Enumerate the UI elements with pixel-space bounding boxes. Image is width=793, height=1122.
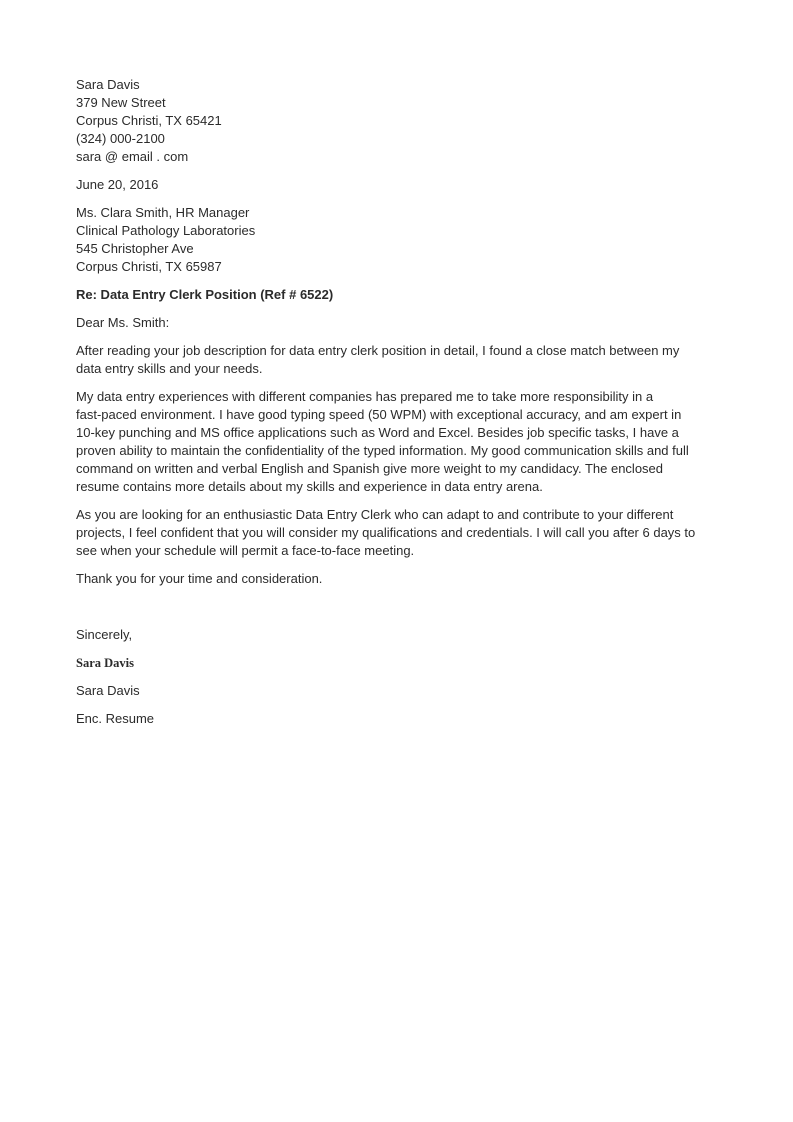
recipient-company: Clinical Pathology Laboratories	[76, 223, 256, 238]
subject-block	[76, 286, 712, 304]
body-paragraph-4	[76, 570, 712, 588]
paragraph-line: As you are looking for an enthusiastic Data Entry Clerk who can adapt to and contribute to your different	[76, 507, 674, 522]
paragraph-line: projects, I feel confident that you will consider my qualifications and credentials. I will call you after 6 days to	[76, 525, 696, 540]
paragraph-line: fast-paced environment. I have good typing speed (50 WPM) with exceptional accuracy, and am expert in	[76, 407, 682, 422]
paragraph-line: After reading your job description for data entry clerk position in detail, I found a close match between my	[76, 343, 680, 358]
recipient-city: Corpus Christi, TX 65987	[76, 259, 222, 274]
letter-date-block	[76, 176, 712, 194]
enclosure: Enc. Resume	[76, 711, 155, 726]
subject-line: Re: Data Entry Clerk Position (Ref # 6522)	[76, 287, 334, 302]
body-paragraph-2	[76, 388, 712, 496]
recipient-name-title: Ms. Clara Smith, HR Manager	[76, 205, 250, 220]
recipient-address	[76, 204, 712, 276]
paragraph-line: Thank you for your time and consideration.	[76, 571, 323, 586]
paragraph-line: see when your schedule will permit a face-to-face meeting.	[76, 543, 415, 558]
body-paragraph-1	[76, 342, 712, 378]
typed-name: Sara Davis	[76, 683, 140, 698]
salutation: Dear Ms. Smith:	[76, 315, 170, 330]
signature-block	[76, 654, 712, 672]
paragraph-line: proven ability to maintain the confidentiality of the typed information. My good communication skills and full	[76, 443, 689, 458]
paragraph-line: My data entry experiences with different companies has prepared me to take more responsibility in a	[76, 389, 654, 404]
enclosure-block	[76, 710, 712, 728]
recipient-street: 545 Christopher Ave	[76, 241, 194, 256]
closing-block	[76, 626, 712, 644]
typed-name-block	[76, 682, 712, 700]
body-paragraph-3	[76, 506, 712, 560]
sender-name: Sara Davis	[76, 77, 140, 92]
paragraph-line: resume contains more details about my skills and experience in data entry arena.	[76, 479, 543, 494]
closing: Sincerely,	[76, 627, 133, 642]
sender-phone: (324) 000-2100	[76, 131, 165, 146]
paragraph-line: command on written and verbal English and Spanish give more weight to my candidacy. The enclosed	[76, 461, 664, 476]
signature: Sara Davis	[76, 656, 134, 670]
paragraph-line: data entry skills and your needs.	[76, 361, 263, 376]
sender-street: 379 New Street	[76, 95, 166, 110]
salutation-block	[76, 314, 712, 332]
sender-address	[76, 76, 712, 166]
sender-email: sara @ email . com	[76, 149, 189, 164]
paragraph-line: 10-key punching and MS office applications such as Word and Excel. Besides job specific tasks, I have a	[76, 425, 679, 440]
sender-city: Corpus Christi, TX 65421	[76, 113, 222, 128]
letter-date: June 20, 2016	[76, 177, 159, 192]
